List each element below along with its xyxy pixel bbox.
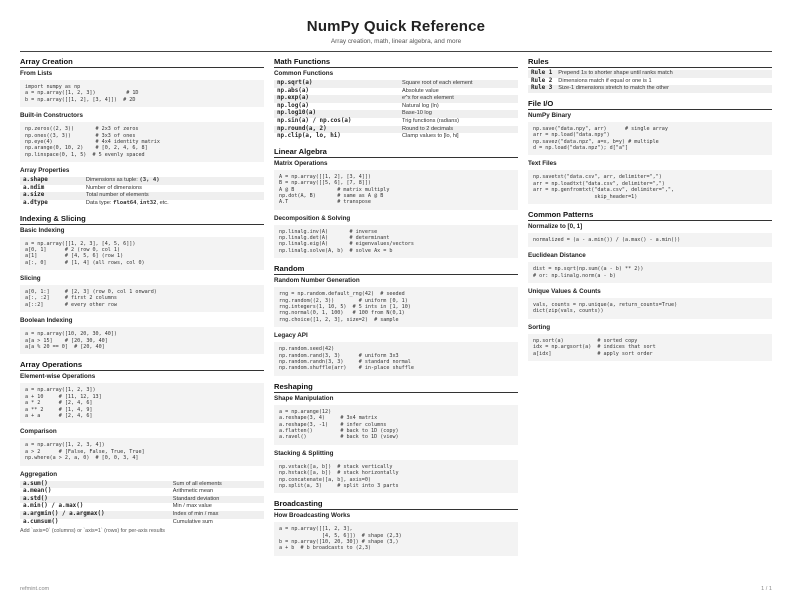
code-line: a.reshape(3, 4) # 3x4 matrix: [279, 415, 378, 422]
code-line: np.vstack([a, b]) # stack vertically: [279, 463, 393, 470]
table-row: [20, 496, 264, 504]
code-line: a > 2 # [False, False, True, True]: [25, 448, 145, 455]
table-value: Standard deviation: [170, 496, 264, 504]
code-line: vals, counts = np.unique(a, return_counts=True): [533, 302, 678, 309]
code-line: a = np.array([1, 2, 3, 4]): [25, 442, 105, 449]
table-value: Arithmetic mean: [172, 488, 214, 495]
code-line: a[a % 20 == 0] # [20, 40]: [25, 344, 105, 351]
code-block-comparison: [20, 438, 264, 465]
code-line: np.hstack([a, b]) # stack horizontally: [279, 470, 399, 477]
section-title-rules: Rules: [528, 57, 772, 68]
code-line: a.ravel() # back to 1D (view): [279, 434, 399, 441]
page-title: NumPy Quick Reference: [306, 18, 486, 35]
table-key: np.exp(a): [274, 95, 399, 103]
subsection-title-unique: Unique Values & Counts: [528, 288, 601, 296]
code-line: np.linalg.det(A) # determinant: [279, 235, 390, 242]
code-block-broadcasting: [274, 522, 518, 556]
table-key: a.ndim: [23, 184, 45, 191]
math-functions-table: [274, 80, 518, 141]
code-line: a[0, 1:] # [2, 3] (row 0, col 1 onward): [25, 289, 157, 296]
table-key: np.sqrt(a): [274, 80, 399, 88]
code-line: a[:, :2] # first 2 columns: [25, 295, 118, 302]
code-line: np.savez("data.npz", a=x, b=y) # multiple: [533, 138, 659, 145]
subsection-title-how-broadcasting: How Broadcasting Works: [274, 512, 351, 520]
subsection-title-builtin: Built-in Constructors: [20, 112, 83, 120]
table-value: Round to 2 decimals: [399, 126, 518, 134]
code-line: a = np.array([1, 2, 3]): [25, 387, 96, 394]
code-line: a + a # [2, 4, 6]: [25, 412, 93, 419]
code-line: a[::2] # every other row: [25, 301, 118, 308]
code-line: a[a > 15] # [20, 30, 40]: [25, 337, 108, 344]
code-block-text-files: [528, 170, 772, 204]
code-line: np.linalg.eig(A) # eigenvalues/vectors: [279, 241, 414, 248]
subsection-title-shape-manipulation: Shape Manipulation: [274, 394, 334, 402]
code-block-normalize: [528, 233, 772, 247]
table-row: [274, 110, 518, 118]
table-row: [20, 511, 264, 519]
code-block-matrix-ops: [274, 170, 518, 210]
section-title-reshaping: Reshaping: [274, 382, 518, 393]
table-key: a.cumsum(): [23, 518, 59, 525]
code-line: np.arange(0, 10, 2) # [0, 2, 4, 6, 8]: [25, 145, 148, 152]
code-line: np.where(a > 2, a, 0) # [0, 0, 3, 4]: [25, 455, 139, 462]
table-row: [20, 519, 264, 527]
subsection-title-properties: Array Properties: [20, 167, 70, 175]
table-value: Dimensions as tuple: (3, 4): [83, 177, 264, 185]
table-key: np.round(a, 2): [274, 126, 399, 134]
table-row: [20, 503, 264, 511]
code-block-unique: [528, 298, 772, 319]
code-line: rng.choice([1, 2, 3], size=2) # sample: [279, 316, 399, 323]
section-title-math: Math Functions: [274, 57, 518, 68]
code-line: skip_header=1): [533, 193, 638, 200]
code-block-stacking: [274, 460, 518, 494]
subsection-title-basic-indexing: Basic Indexing: [20, 226, 65, 234]
code-line: np.ones((3, 3)) # 3x3 of ones: [25, 132, 136, 139]
code-block-numpy-binary: [528, 122, 772, 156]
section-title-random: Random: [274, 264, 518, 275]
code-line: a = np.array([[1, 2, 3], [4, 5, 6]]): [25, 240, 136, 247]
code-block-builtin: [20, 122, 264, 162]
table-key: a.argmin() / a.argmax(): [20, 511, 170, 519]
table-row: [528, 70, 772, 78]
table-key: Rule 1: [528, 70, 555, 78]
table-key: a.shape: [20, 177, 83, 185]
table-key: a.dtype: [23, 199, 48, 206]
code-line: np.random.seed(42): [279, 346, 335, 353]
subsection-title-aggregation: Aggregation: [20, 470, 58, 478]
table-key: np.log10(a): [274, 110, 399, 118]
code-line: a = np.array([[1, 2, 3],: [279, 526, 353, 533]
code-block-slicing: [20, 285, 264, 312]
table-key: np.abs(a): [277, 87, 309, 94]
code-line: a + b # b broadcasts to (2,3): [279, 545, 372, 552]
section-title-common-patterns: Common Patterns: [528, 210, 772, 221]
table-key: a.sum(): [20, 481, 170, 489]
table-row: [20, 185, 264, 193]
table-value: Sum of all elements: [170, 481, 264, 489]
table-row: [528, 78, 772, 86]
code-line: A.T # transpose: [279, 199, 372, 206]
section-title-linear-algebra: Linear Algebra: [274, 147, 518, 158]
table-key: a.std(): [20, 496, 170, 504]
code-line: # or: np.linalg.norm(a - b): [533, 272, 616, 279]
table-row: [528, 85, 772, 93]
code-line: np.eye(4) # 4x4 identity matrix: [25, 138, 160, 145]
table-key: Rule 2: [531, 77, 553, 84]
subsection-title-sorting: Sorting: [528, 323, 551, 331]
column-3: [528, 57, 772, 361]
code-line: a = np.array([1, 2, 3]) # 1D: [25, 90, 139, 97]
code-line: np.zeros((2, 3)) # 2x3 of zeros: [25, 126, 139, 133]
code-line: np.random.rand(3, 3) # uniform 3x3: [279, 352, 399, 359]
code-line: a ** 2 # [1, 4, 9]: [25, 406, 93, 413]
code-line: np.linalg.inv(A) # inverse: [279, 228, 378, 235]
table-value: Dimensions match if equal or one is 1: [558, 77, 652, 84]
subsection-title-comparison: Comparison: [20, 428, 57, 436]
code-block-elementwise: [20, 383, 264, 423]
code-line: np.linspace(0, 1, 5) # 5 evenly spaced: [25, 151, 145, 158]
code-line: np.save("data.npy", arr) # single array: [533, 125, 668, 132]
code-line: A @ B # matrix multiply: [279, 186, 390, 193]
table-row: [274, 80, 518, 88]
table-row: [274, 88, 518, 96]
table-row: [20, 200, 264, 208]
code-line: np.random.shuffle(arr) # in-place shuffle: [279, 365, 414, 372]
subsection-title-text-files: Text Files: [528, 160, 557, 168]
table-value: Size-1 dimensions stretch to match the other: [555, 85, 772, 93]
code-line: np.dot(A, B) # same as A @ B: [279, 192, 384, 199]
section-title-array-operations: Array Operations: [20, 360, 264, 371]
code-line: np.random.randn(3, 3) # standard normal: [279, 359, 411, 365]
table-key: np.log(a): [277, 102, 309, 109]
code-line: a.reshape(3, -1) # infer columns: [279, 421, 387, 428]
table-value: Total number of elements: [83, 192, 264, 200]
code-line: A = np.array([[1, 2], [3, 4]]): [279, 173, 372, 180]
header-divider: [20, 51, 772, 52]
code-block-decomposition: [274, 225, 518, 259]
table-value: Min / max value: [172, 503, 212, 510]
table-value: Square root of each element: [399, 80, 518, 88]
table-value: Natural log (ln): [402, 102, 439, 109]
code-line: a + 10 # [11, 12, 13]: [25, 393, 102, 400]
subsection-title-slicing: Slicing: [20, 275, 41, 283]
table-row: [274, 118, 518, 126]
subsection-title-numpy-binary: NumPy Binary: [528, 111, 572, 119]
table-value: Trig functions (radians): [402, 117, 460, 124]
code-line: normalized = (a - a.min()) / (a.max() - a.min()): [533, 236, 681, 243]
code-line: dict(zip(vals, counts)): [533, 308, 604, 315]
code-line: a * 2 # [2, 4, 6]: [25, 400, 93, 407]
code-block-euclidean: [528, 262, 772, 283]
code-block-shape-manipulation: [274, 405, 518, 445]
section-title-indexing: Indexing & Slicing: [20, 214, 264, 225]
code-block-basic-indexing: [20, 237, 264, 271]
page-header: [0, 18, 792, 45]
table-value: Clamp values to [lo, hi]: [402, 133, 459, 140]
table-row: [274, 95, 518, 103]
code-line: dist = np.sqrt(np.sum((a - b) ** 2)): [533, 266, 644, 273]
aggregation-note: Add `axis=0` (columns) or `axis=1` (rows) for per-axis results: [20, 528, 165, 535]
page-subtitle: Array creation, math, linear algebra, and more: [330, 38, 462, 45]
section-title-file-io: File I/O: [528, 99, 772, 110]
code-line: import numpy as np: [25, 84, 81, 90]
code-line: a = np.array([10, 20, 30, 40]): [25, 331, 118, 338]
table-row: [20, 192, 264, 200]
code-line: arr = np.load("data.npy"): [533, 132, 610, 139]
table-key: np.clip(a, lo, hi): [277, 133, 341, 140]
table-row: [20, 177, 264, 185]
table-key: a.mean(): [23, 488, 52, 495]
code-block-from-lists: [20, 80, 264, 107]
code-line: d = np.load("data.npz"); d["a"]: [533, 144, 629, 151]
code-line: arr = np.loadtxt("data.csv", delimiter=","): [533, 180, 665, 187]
code-line: B = np.array([[5, 6], [7, 8]]): [279, 180, 372, 187]
table-value: Index of min / max: [170, 511, 264, 519]
code-line: np.linalg.solve(A, b) # solve Ax = b: [279, 247, 393, 254]
table-key: a.min() / a.max(): [23, 503, 84, 510]
code-line: b = np.array([[1, 2], [3, 4]]) # 2D: [25, 96, 136, 103]
subsection-title-legacy-api: Legacy API: [274, 332, 308, 340]
table-key: a.size: [20, 192, 83, 200]
code-line: b = np.array([10, 20, 30]) # shape (3,): [279, 539, 399, 546]
code-block-random-generation: [274, 287, 518, 327]
subsection-title-from-lists: From Lists: [20, 70, 53, 77]
code-line: rng = np.random.default_rng(42) # seeded: [279, 291, 405, 298]
subsection-title-decomposition: Decomposition & Solving: [274, 214, 351, 222]
subsection-title-elementwise: Element-wise Operations: [20, 373, 96, 381]
code-line: a[:, 0] # [1, 4] (all rows, col 0): [25, 259, 145, 266]
table-value: Number of dimensions: [85, 184, 142, 191]
table-row: [274, 126, 518, 134]
table-value: Absolute value: [402, 87, 439, 94]
subsection-title-random-generation: Random Number Generation: [274, 277, 360, 285]
table-row: [274, 133, 518, 141]
code-line: arr = np.genfromtxt("data.csv", delimiter=",",: [533, 187, 675, 194]
section-title-array-creation: Array Creation: [20, 57, 264, 68]
table-value: Base-10 log: [399, 110, 518, 118]
column-2: [274, 57, 518, 556]
section-title-broadcasting: Broadcasting: [274, 499, 518, 510]
code-block-sorting: [528, 334, 772, 361]
code-line: rng.random((2, 3)) # uniform [0, 1): [279, 297, 408, 304]
column-1: [20, 57, 264, 535]
table-value: Data type: float64, int32, etc.: [85, 199, 169, 206]
code-line: a[1] # [4, 5, 6] (row 1): [25, 253, 124, 260]
footer-page-number: 1 / 1: [761, 586, 772, 592]
code-line: a = np.arange(12): [279, 408, 332, 415]
code-line: np.split(a, 3) # split into 3 parts: [279, 482, 399, 489]
subsection-title-boolean-indexing: Boolean Indexing: [20, 317, 73, 325]
footer-site: refmint.com: [20, 586, 50, 592]
table-key: Rule 3: [528, 85, 555, 93]
code-line: np.sort(a) # sorted copy: [533, 337, 638, 344]
subsection-title-euclidean: Euclidean Distance: [528, 252, 586, 260]
code-line: np.savetxt("data.csv", arr, delimiter=","): [533, 174, 662, 181]
table-value: Cumulative sum: [172, 518, 213, 525]
code-line: [4, 5, 6]]) # shape (2,3): [279, 532, 402, 539]
properties-table: [20, 177, 264, 207]
table-value: Prepend 1s to shorter shape until ranks match: [555, 70, 772, 78]
code-line: a.flatten() # back to 1D (copy): [279, 427, 399, 434]
table-row: [274, 103, 518, 111]
code-line: a[idx] # apply sort order: [533, 350, 653, 357]
code-line: np.concatenate([a, b], axis=0): [279, 476, 372, 483]
subsection-title-stacking: Stacking & Splitting: [274, 449, 334, 457]
code-line: idx = np.argsort(a) # indices that sort: [533, 344, 656, 351]
table-row: [20, 488, 264, 496]
aggregation-table: [20, 481, 264, 527]
table-row: [20, 481, 264, 489]
subsection-title-normalize: Normalize to [0, 1]: [528, 222, 583, 230]
code-line: rng.integers(1, 10, 5) # 5 ints in [1, 10): [279, 304, 411, 311]
code-block-boolean-indexing: [20, 327, 264, 354]
code-line: rng.normal(0, 1, 100) # 100 from N(0,1): [279, 310, 405, 317]
subsection-title-matrix-ops: Matrix Operations: [274, 159, 328, 167]
code-block-legacy-api: [274, 342, 518, 376]
code-line: a[0, 1] # 2 (row 0, col 1): [25, 246, 121, 253]
table-value: e^x for each element: [399, 95, 518, 103]
table-key: np.sin(a) / np.cos(a): [277, 117, 352, 124]
subsection-title-common-functions: Common Functions: [274, 70, 334, 77]
rules-table: [528, 70, 772, 93]
